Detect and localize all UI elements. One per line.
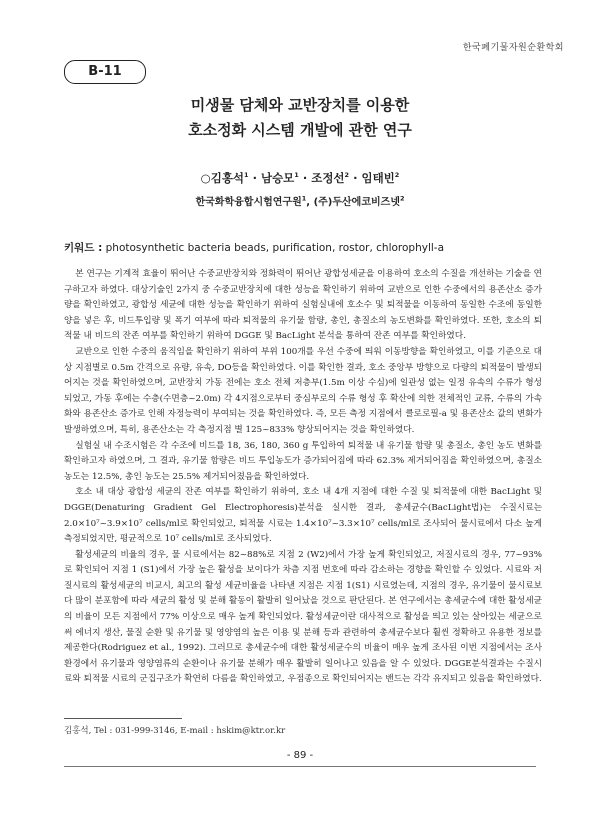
paper-title-line-2: 호소정화 시스템 개발에 관한 연구 <box>188 121 412 139</box>
author-name: 남승모 <box>260 171 295 185</box>
paper-code-badge: B-11 <box>64 60 146 84</box>
affiliation-1: 한국화학융합시험연구원 <box>195 197 302 208</box>
body-paragraph: 호소 내 대상 광합성 세균의 잔존 여부를 확인하기 위하여, 호소 내 4개 지점에 대한 수질 및 퇴적물에 대한 BacLight 및 DGGE(Denaturing Gradient Gel Electrophoresis)분석을 실시한 결과, 총세균수(BacLight법)는 수질시료는 2.0×10⁷~3.9×10⁷ cells/ml로 확인되었고, 퇴적물 시료는 1.4×10⁷~3.3×10⁷ cells/ml로 조사되어 물시료에서 다소 높게 측정되었지만, 평균적으로 10⁷ cells/ml로 조사되었다. <box>64 487 542 545</box>
body-paragraph: 본 연구는 기계적 효율이 뛰어난 수중교반장치와 정화력이 뛰어난 광합성세균을 이용하여 호소의 수질을 개선하는 기술을 연구하고자 하였다. 대상기술인 2가지 중 수중교반장치에 대한 성능을 확인하기 위하여 교반으로 인한 수중에서의 용존산소 증가량을 확인하였고, 광합성 세균에 대한 성능을 확인하기 위하여 실험실내에 호소수 및 퇴적물을 이동하여 동일한 수조에 동일한 양을 넣은 후, 비드투입량 및 폭기 여부에 따라 퇴적물의 유기물 함량, 총인, 총질소의 농도변화를 확인하였다. 또한, 호소의 퇴적물 내 비드의 잔존 여부를 확인하기 위하여 DGGE 및 BacLight 분석을 통하여 잔존 여부를 확인하였다. <box>64 269 542 342</box>
keywords-label: 키워드 : <box>64 242 103 254</box>
author-affil-sup: 2 <box>394 171 400 180</box>
keywords-line <box>64 240 544 255</box>
affiliation-line <box>0 193 600 208</box>
author-list <box>0 170 600 186</box>
footnote-rule <box>64 718 182 719</box>
body-paragraph: 활성세균의 비율의 경우, 물 시료에서는 82~88%로 지점 2 (W2)에서 가장 높게 확인되었고, 저질시료의 경우, 77~93%로 확인되어 지점 1 (S1)에서 가장 높은 활성을 보이다가 차츰 지점 번호에 따라 감소하는 경향을 확인할 수 있었다. 시료와 저질시료의 활성세균의 비교시, 최고의 활성 세균비율을 나타낸 지점은 지점 1(S1) 시료였는데, 지점의 경우, 유기물이 물시료보다 많이 분포함에 따라 세균의 활성 및 분해 활동이 활발히 일어났을 것으로 판단된다. 본 연구에서는 총세균수에 대한 활성세균의 비율이 모든 지점에서 77% 이상으로 매우 높게 확인되었다. 활성세균이란 대사적으로 활성을 띄고 있는 살아있는 세균으로써 에너지 생산, 물질 순환 및 유기물 및 영양염의 높은 이용 및 분해 등과 관련하여 총세균수보다 훨씬 정확하고 유용한 정보를 제공한다(Rodriguez et al., 1992). 그러므로 총세균수에 대한 활성세균수의 비율이 매우 높게 조사된 이번 지점에서는 조사 환경에서 유기물과 영양염류의 순환이나 유기물 분해가 매우 활발히 일어나고 있음을 알 수 있었다. DGGE분석결과는 수질시료와 퇴적물 시료의 군집구조가 확연히 다름을 확인하였고, 우점종으로 확인되어지는 밴드는 각각 유지되고 있음을 확인하였다. <box>64 549 542 685</box>
affiliation-sup: 1 <box>301 194 307 203</box>
author-affil-sup: 1 <box>244 171 249 180</box>
author-separator: · <box>298 171 312 185</box>
page-bottom-rule <box>64 766 536 767</box>
author-affil-sup: 2 <box>344 171 350 180</box>
body-paragraph: 교반으로 인한 수중의 움직임을 확인하기 위하여 부위 100개를 우선 수중에 띄워 이동방향을 확인하였고, 이를 기준으로 대상 지점별로 0.5m 간격으로 유량, 유속, DO등을 확인하였다. 이를 확인한 결과, 호소 중앙부 방향으로 다량의 퇴적물이 발생되어지는 것을 확인하였으며, 교반장치 가동 전에는 호소 전체 저층부(1.5m 이상 수심)에 일관성 없는 일정 유속의 수류가 형성되었고, 가동 후에는 수층(수면층~2.0m) 각 4지점으로부터 중심부로의 수류 형성 후 확산에 의한 전체적인 교류, 수류의 가속화와 용존산소 증가로 인해 자정능력이 부여되는 것을 확인하였다. 즉, 모든 측정 지점에서 클로로필-a 및 용존산소 값의 변화가 발생하였으며, 특히, 용존산소는 각 측정지점 별 125~833% 향상되어지는 것을 확인하였다. <box>64 346 542 435</box>
author-affil-sup: 1 <box>294 171 299 180</box>
author-separator: · <box>248 171 261 185</box>
keywords-text: photosynthetic bacteria beads, purification, rostor, chlorophyll-a <box>105 242 445 254</box>
society-header: 한국폐기물자원순환학회 <box>462 43 564 53</box>
author-separator: · <box>349 171 362 185</box>
affiliation-sup: 2 <box>399 194 405 203</box>
presenter-marker: ○ <box>200 171 211 185</box>
corresponding-author-footnote: 김홍석, Tel : 031-999-3146, E-mail : hskim@ktr.or.kr <box>64 726 286 736</box>
abstract-body <box>64 267 542 688</box>
paper-title-line-1: 미생물 담체와 교반장치를 이용한 <box>190 96 410 114</box>
page-number: - 89 - <box>286 750 314 761</box>
author-name: 임태빈 <box>361 171 395 185</box>
affiliation-2: (주)두산에코비즈넷 <box>313 197 400 208</box>
author-name: 조정선 <box>311 171 345 185</box>
affiliation-separator: , <box>306 197 314 208</box>
body-paragraph: 실험실 내 수조시험은 각 수조에 비드를 18, 36, 180, 360 g 투입하여 퇴적물 내 유기물 함량 및 총질소, 총인 농도 변화를 확인하고자 하였으며, 그 결과, 유기물 함량은 비드 투입농도가 증가되어짐에 따라 62.3% 제거되어짐을 확인하였으며, 총질소 농도는 12.5%, 총인 농도는 25.5% 제거되어졌음을 확인하였다. <box>64 440 542 482</box>
author-name: 김홍석 <box>210 171 245 185</box>
